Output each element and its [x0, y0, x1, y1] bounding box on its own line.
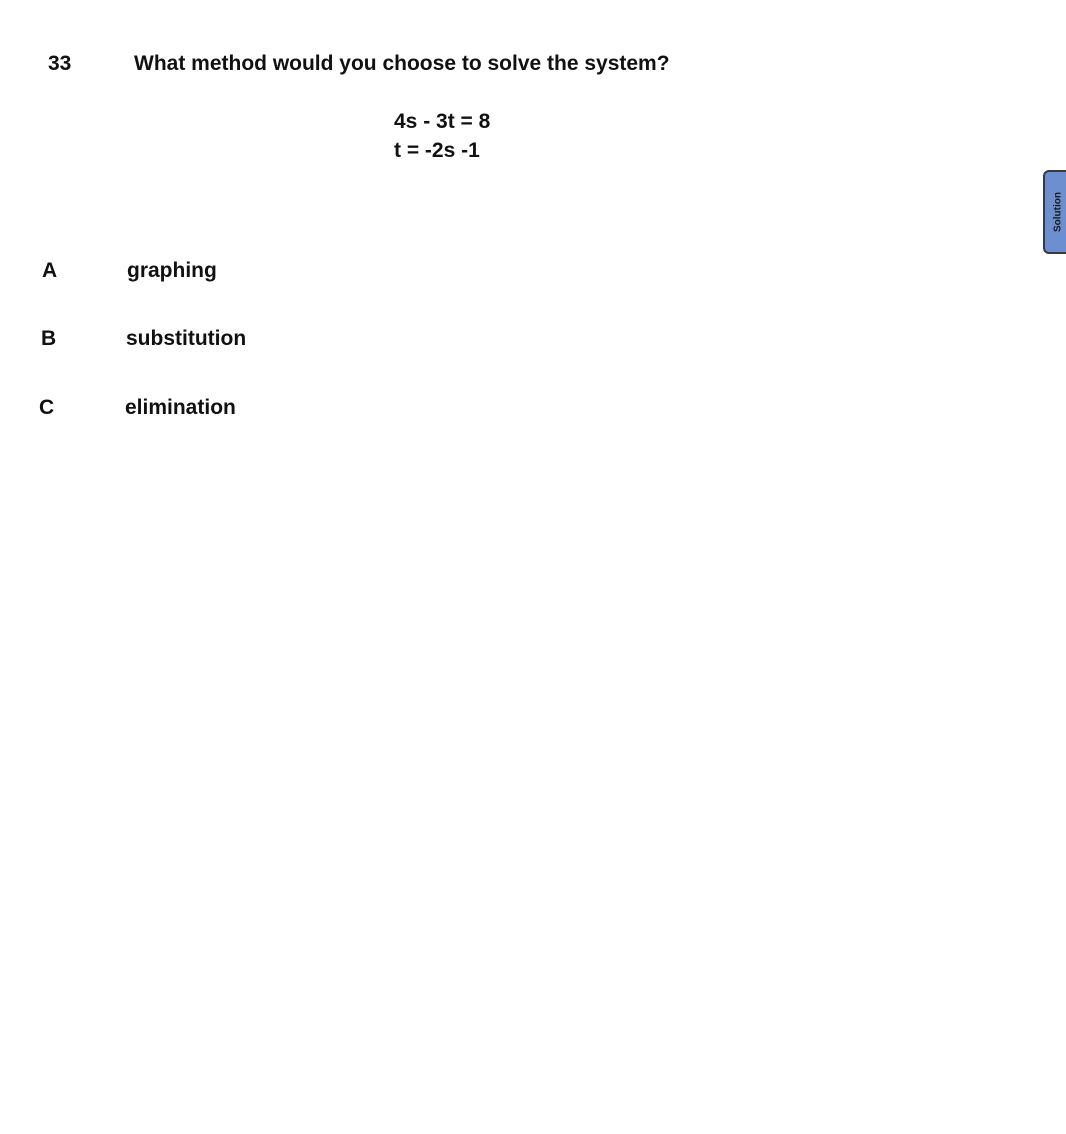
choice-c-text: elimination: [125, 396, 236, 419]
choice-a-text: graphing: [127, 259, 217, 282]
choice-a-letter: A: [42, 259, 58, 282]
equation-system: [394, 107, 490, 165]
solution-tab-label: Solution: [1052, 192, 1064, 232]
equation-1: 4s - 3t = 8: [394, 110, 491, 133]
solution-tab[interactable]: [1043, 170, 1066, 254]
question-number: 33: [48, 52, 72, 75]
choice-b-letter: B: [41, 327, 57, 350]
equation-2: t = -2s -1: [394, 139, 480, 162]
choice-b-text: substitution: [126, 327, 247, 350]
question-text: What method would you choose to solve the system?: [134, 52, 670, 75]
choice-c-letter: C: [39, 396, 55, 419]
